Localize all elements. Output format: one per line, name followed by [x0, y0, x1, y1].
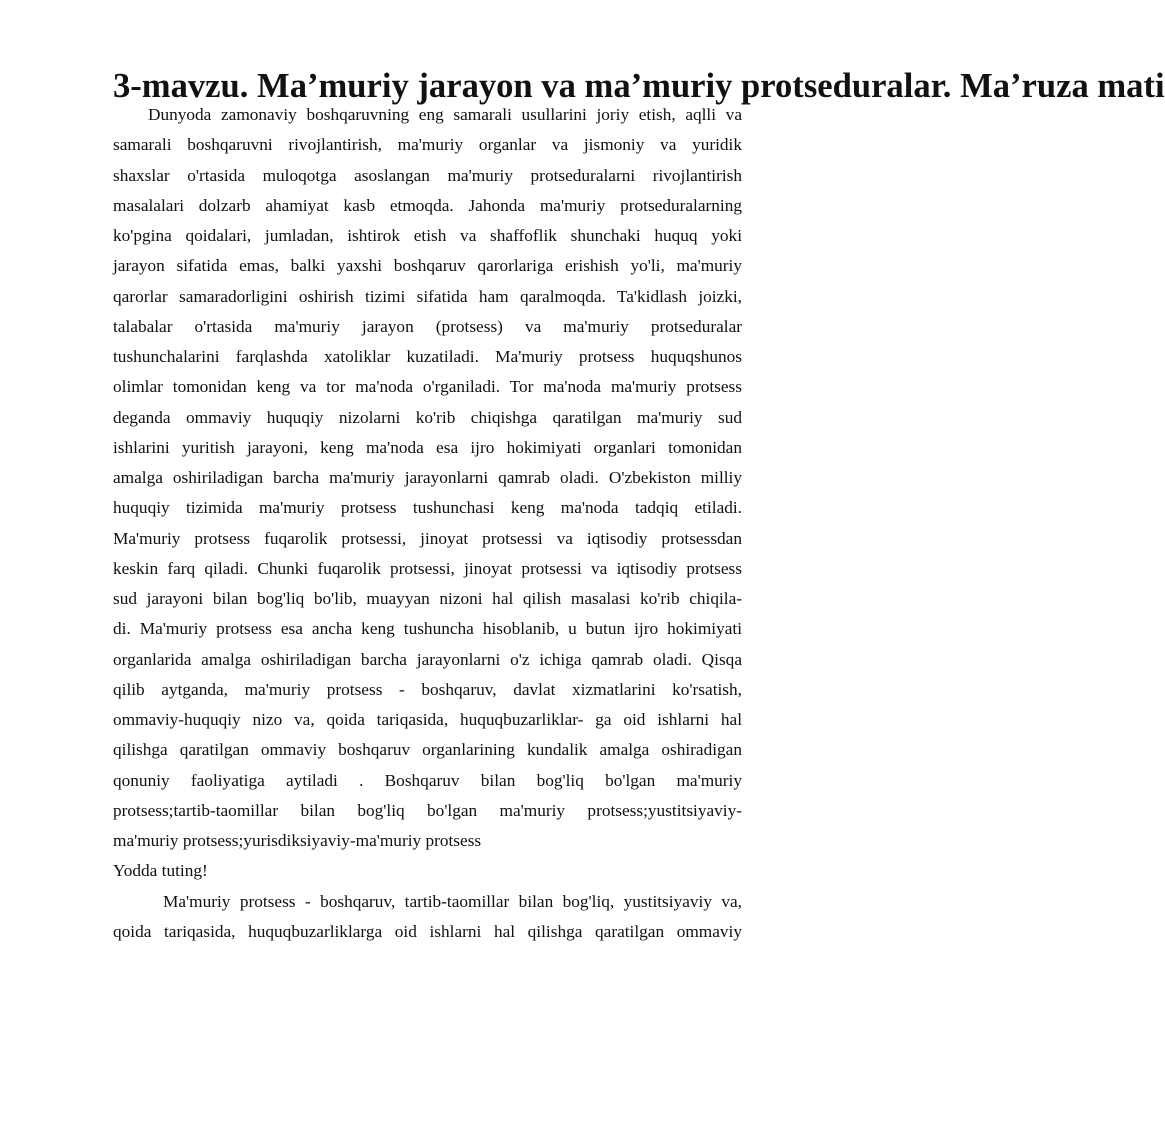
- text-line: keskin farq qiladi. Chunki fuqarolik protsessi, jinoyat protsessi va iqtisodiy protsess: [113, 558, 742, 578]
- paragraph-note: [113, 887, 742, 948]
- text-line: qarorlar samaradorligini oshirish tizimi sifatida ham qaralmoqda. Ta'kidlash joizki,: [113, 286, 742, 306]
- document-page: [113, 67, 1165, 947]
- text-line: ko'pgina qoidalari, jumladan, ishtirok etish va shaffoflik shunchaki huquq yoki: [113, 226, 742, 245]
- text-line: masalalari dolzarb ahamiyat kasb etmoqda. Jahonda ma'muriy protseduralarning: [113, 195, 742, 215]
- text-line: samarali boshqaruvni rivojlantirish, ma'muriy organlar va jismoniy va yuridik: [113, 135, 742, 155]
- text-line: jarayon sifatida emas, balki yaxshi boshqaruv qarorlariga erishish yo'li, ma'muriy: [113, 256, 742, 276]
- text-line: olimlar tomonidan keng va tor ma'noda o'rganiladi. Tor ma'noda ma'muriy protsess: [113, 377, 742, 397]
- text-line: Ma'muriy protsess fuqarolik protsessi, jinoyat protsessi va iqtisodiy protsessdan: [113, 528, 742, 548]
- text-line: amalga oshiriladigan barcha ma'muriy jarayonlarni qamrab oladi. O'zbekiston milliy: [113, 468, 742, 487]
- text-line: di. Ma'muriy protsess esa ancha keng tushuncha hisoblanib, u butun ijro hokimiyati: [113, 619, 742, 639]
- text-line: qoida tariqasida, huquqbuzarliklarga oid ishlarni hal qilishga qaratilgan ommaviy: [113, 921, 742, 941]
- text-line: ma'muriy protsess;yurisdiksiyaviy-ma'muriy protsess: [113, 831, 482, 850]
- text-line: organlarida amalga oshiriladigan barcha jarayonlarni o'z ichiga qamrab oladi. Qisqa: [113, 649, 742, 669]
- text-line: protsess;tartib-taomillar bilan bog'liq bo'lgan ma'muriy protsess;yustitsiyaviy-: [113, 800, 742, 820]
- text-line: huquqiy tizimida ma'muriy protsess tushunchasi keng ma'noda tadqiq etiladi.: [113, 498, 742, 518]
- text-line: shaxslar o'rtasida muloqotga asoslangan ma'muriy protseduralarni rivojlantirish: [113, 165, 742, 185]
- note-heading: Yodda tuting!: [113, 861, 208, 881]
- text-line: qilishga qaratilgan ommaviy boshqaruv organlarining kundalik amalga oshiradigan: [113, 740, 742, 760]
- text-line: ishlarini yuritish jarayoni, keng ma'noda esa ijro hokimiyati organlari tomonidan: [113, 437, 742, 457]
- text-line: deganda ommaviy huquqiy nizolarni ko'rib chiqishga qaratilgan ma'muriy sud: [113, 407, 742, 427]
- text-line: Dunyoda zamonaviy boshqaruvning eng samarali usullarini joriy etish, aqlli va: [148, 105, 742, 124]
- text-line: talabalar o'rtasida ma'muriy jarayon (protsess) va ma'muriy protseduralar: [113, 316, 742, 336]
- document-title: 3-mavzu. Ma’muriy jarayon va ma’muriy protseduralar. Ma’ruza mati: [113, 67, 1165, 105]
- paragraph-main: [113, 100, 742, 856]
- text-line: tushunchalarini farqlashda xatoliklar kuzatiladi. Ma'muriy protsess huquqshunos: [113, 347, 742, 366]
- text-line: qonuniy faoliyatiga aytiladi . Boshqaruv bilan bog'liq bo'lgan ma'muriy: [113, 770, 742, 790]
- text-line: qilib aytganda, ma'muriy protsess - boshqaruv, davlat xizmatlarini ko'rsatish,: [113, 679, 742, 699]
- text-line: ommaviy-huquqiy nizo va, qoida tariqasida, huquqbuzarliklar- ga oid ishlarni hal: [113, 710, 742, 729]
- text-line: sud jarayoni bilan bog'liq bo'lib, muayyan nizoni hal qilish masalasi ko'rib chiqila-: [113, 589, 742, 608]
- text-line: Ma'muriy protsess - boshqaruv, tartib-taomillar bilan bog'liq, yustitsiyaviy va,: [163, 891, 742, 911]
